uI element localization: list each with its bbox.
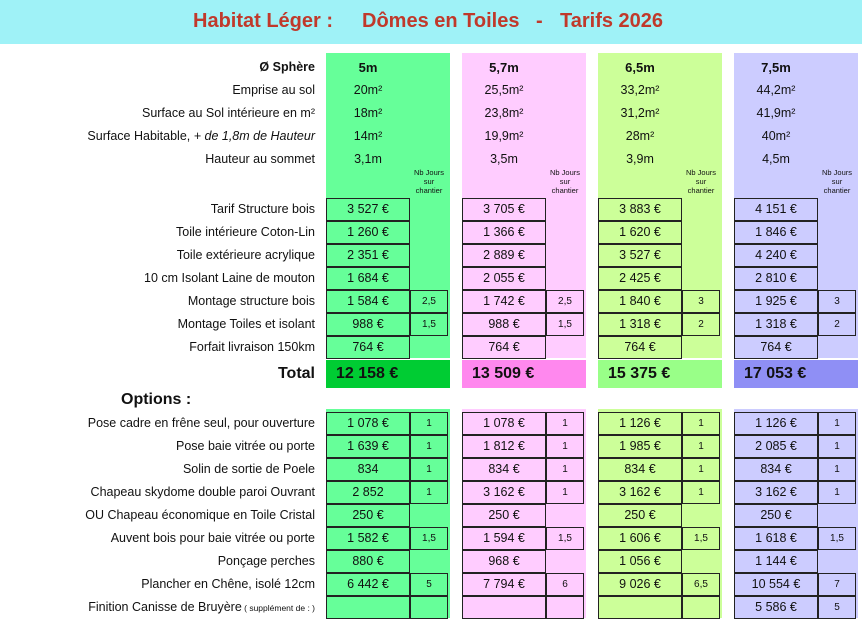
spec-hauteur: 3,1m [354, 152, 382, 166]
price-cell: 764 € [462, 336, 546, 359]
price-cell: 2 055 € [462, 267, 546, 290]
title-separator: - [536, 10, 543, 32]
spec-surface_hab: 40m² [761, 129, 791, 143]
option-price-cell: 1 056 € [598, 550, 682, 573]
option-days-cell: 1,5 [410, 527, 448, 550]
days-cell [818, 267, 856, 290]
price-cell: 3 705 € [462, 198, 546, 221]
option-days-cell [546, 504, 584, 527]
title-banner [0, 0, 862, 44]
price-cell: 1 742 € [462, 290, 546, 313]
label-surface_hab [87, 129, 315, 143]
option-price-cell: 1 812 € [462, 435, 546, 458]
title-domes: Dômes en Toiles [362, 10, 520, 32]
option-days-cell [682, 504, 720, 527]
option-row-text: Chapeau skydome double paroi Ouvrant [90, 485, 315, 499]
option-days-cell [682, 550, 720, 573]
days-cell: 3 [818, 290, 856, 313]
spec-emprise: 25,5m² [484, 83, 524, 97]
title-habitat: Habitat Léger : [193, 10, 334, 32]
option-price-cell: 3 162 € [598, 481, 682, 504]
price-cell: 1 366 € [462, 221, 546, 244]
total-cell: 15 375 € [598, 360, 722, 388]
option-price-cell: 968 € [462, 550, 546, 573]
price-cell: 2 425 € [598, 267, 682, 290]
option-days-cell: 1 [410, 458, 448, 481]
option-price-cell: 880 € [326, 550, 410, 573]
label-option-row [91, 485, 315, 499]
option-price-cell: 834 € [598, 458, 682, 481]
option-price-cell: 834 [326, 458, 410, 481]
option-price-cell: 9 026 € [598, 573, 682, 596]
option-days-cell: 1 [546, 435, 584, 458]
label-hauteur: Hauteur au sommet [205, 152, 315, 166]
price-cell: 764 € [598, 336, 682, 359]
option-days-cell: 1 [818, 458, 856, 481]
price-cell: 3 527 € [598, 244, 682, 267]
option-price-cell: 1 582 € [326, 527, 410, 550]
label-price-row: Forfait livraison 150km [189, 340, 315, 354]
label-price-row: Montage Toiles et isolant [177, 317, 315, 331]
option-row-text: Plancher en Chêne, isolé 12cm [141, 577, 315, 591]
option-days-cell: 1 [818, 481, 856, 504]
spec-surface_int: 31,2m² [620, 106, 660, 120]
label-option-row [183, 462, 315, 476]
option-price-cell: 250 € [326, 504, 410, 527]
label-total: Total [277, 365, 315, 382]
option-row-text: Pose baie vitrée ou porte [176, 439, 315, 453]
option-row-text: Finition Canisse de Bruyère [88, 600, 242, 614]
label-price-row: Montage structure bois [187, 294, 315, 308]
spec-hauteur: 3,9m [626, 152, 654, 166]
option-days-cell: 1 [546, 412, 584, 435]
option-days-cell: 1 [682, 458, 720, 481]
price-cell: 764 € [734, 336, 818, 359]
days-cell [410, 336, 448, 359]
days-cell: 2,5 [410, 290, 448, 313]
option-price-cell: 2 085 € [734, 435, 818, 458]
option-days-cell: 1,5 [546, 527, 584, 550]
nb-jours-header: Nb Jours sur chantier [685, 168, 716, 195]
option-days-cell: 1 [682, 435, 720, 458]
option-row-text: Solin de sortie de Poele [182, 462, 315, 476]
option-price-cell: 1 078 € [462, 412, 546, 435]
label-option-row [88, 416, 315, 430]
price-cell: 1 846 € [734, 221, 818, 244]
price-cell: 1 260 € [326, 221, 410, 244]
option-price-cell: 250 € [734, 504, 818, 527]
days-cell [410, 267, 448, 290]
days-cell [818, 336, 856, 359]
option-days-cell: 6,5 [682, 573, 720, 596]
days-cell [546, 221, 584, 244]
label-price-row: Toile intérieure Coton-Lin [176, 225, 315, 239]
days-cell [410, 221, 448, 244]
price-cell: 1 318 € [598, 313, 682, 336]
option-days-cell: 1 [410, 412, 448, 435]
option-days-cell: 6 [546, 573, 584, 596]
spec-surface_int: 41,9m² [756, 106, 796, 120]
option-days-cell: 1 [410, 481, 448, 504]
option-days-cell [410, 504, 448, 527]
option-price-cell: 1 126 € [734, 412, 818, 435]
spec-emprise: 33,2m² [620, 83, 660, 97]
label-option-row [85, 508, 315, 522]
option-price-cell: 3 162 € [734, 481, 818, 504]
price-cell: 1 318 € [734, 313, 818, 336]
option-days-cell: 1 [546, 481, 584, 504]
option-price-cell: 2 852 [326, 481, 410, 504]
price-cell: 1 840 € [598, 290, 682, 313]
label-option-row [88, 600, 315, 614]
option-price-cell: 1 639 € [326, 435, 410, 458]
label-sphere: Ø Sphère [259, 60, 315, 74]
days-cell [682, 244, 720, 267]
option-price-cell: 1 618 € [734, 527, 818, 550]
option-days-cell [410, 596, 448, 619]
option-row-text: Auvent bois pour baie vitrée ou porte [110, 531, 315, 545]
days-cell [546, 336, 584, 359]
days-cell [818, 221, 856, 244]
option-price-cell: 10 554 € [734, 573, 818, 596]
days-cell [410, 198, 448, 221]
days-cell: 1,5 [546, 313, 584, 336]
price-cell: 1 684 € [326, 267, 410, 290]
option-days-cell [546, 550, 584, 573]
days-cell [546, 244, 584, 267]
nb-jours-header: Nb Jours sur chantier [821, 168, 852, 195]
label-option-row [176, 439, 315, 453]
total-cell: 12 158 € [326, 360, 450, 388]
option-days-cell: 1,5 [682, 527, 720, 550]
days-cell [546, 198, 584, 221]
label-surface-hab-text: Surface Habitable, [87, 129, 194, 143]
spec-hauteur: 4,5m [762, 152, 790, 166]
option-price-cell: 834 € [734, 458, 818, 481]
option-days-cell: 1 [818, 412, 856, 435]
price-cell: 988 € [462, 313, 546, 336]
price-cell: 1 620 € [598, 221, 682, 244]
options-heading: Options : [121, 391, 192, 408]
option-days-cell: 1 [546, 458, 584, 481]
days-cell: 2,5 [546, 290, 584, 313]
option-days-cell [818, 504, 856, 527]
option-row-text: Ponçage perches [217, 554, 315, 568]
option-days-cell: 1 [682, 412, 720, 435]
total-cell: 13 509 € [462, 360, 586, 388]
total-cell: 17 053 € [734, 360, 858, 388]
spec-hauteur: 3,5m [490, 152, 518, 166]
price-cell: 2 889 € [462, 244, 546, 267]
option-price-cell: 3 162 € [462, 481, 546, 504]
option-price-cell: 1 078 € [326, 412, 410, 435]
option-row-text: OU Chapeau économique en Toile Cristal [85, 508, 315, 522]
option-price-cell: 6 442 € [326, 573, 410, 596]
price-cell: 2 810 € [734, 267, 818, 290]
price-cell: 764 € [326, 336, 410, 359]
option-price-cell: 250 € [462, 504, 546, 527]
option-days-cell: 1 [410, 435, 448, 458]
days-cell [818, 244, 856, 267]
label-surface-hab-note: + de 1,8m de Hauteur [193, 129, 315, 143]
option-days-cell: 7 [818, 573, 856, 596]
days-cell [410, 244, 448, 267]
nb-jours-header: Nb Jours sur chantier [413, 168, 444, 195]
days-cell: 2 [682, 313, 720, 336]
days-cell [682, 198, 720, 221]
label-price-row: Tarif Structure bois [210, 202, 315, 216]
price-cell: 4 151 € [734, 198, 818, 221]
price-cell: 2 351 € [326, 244, 410, 267]
label-surface_int: Surface au Sol intérieure en m² [141, 106, 315, 120]
option-price-cell: 7 794 € [462, 573, 546, 596]
option-days-cell: 1 [682, 481, 720, 504]
option-days-cell [410, 550, 448, 573]
option-days-cell: 5 [410, 573, 448, 596]
days-cell [682, 267, 720, 290]
option-price-cell: 834 € [462, 458, 546, 481]
days-cell: 1,5 [410, 313, 448, 336]
days-cell [682, 221, 720, 244]
price-cell: 988 € [326, 313, 410, 336]
option-days-cell: 5 [818, 596, 856, 619]
spec-surface_hab: 28m² [625, 129, 655, 143]
spec-diameter: 7,5m [761, 60, 791, 75]
option-days-cell: 1 [818, 435, 856, 458]
option-price-cell: 1 985 € [598, 435, 682, 458]
title-tarifs: Tarifs 2026 [560, 10, 664, 32]
option-days-cell [546, 596, 584, 619]
option-days-cell [682, 596, 720, 619]
label-price-row: Toile extérieure acrylique [176, 248, 315, 262]
label-emprise: Emprise au sol [232, 83, 315, 97]
label-price-row: 10 cm Isolant Laine de mouton [144, 271, 315, 285]
option-price-cell [598, 596, 682, 619]
days-cell [546, 267, 584, 290]
spec-surface_int: 18m² [353, 106, 383, 120]
option-price-cell: 250 € [598, 504, 682, 527]
price-cell: 4 240 € [734, 244, 818, 267]
option-price-cell: 1 144 € [734, 550, 818, 573]
nb-jours-header: Nb Jours sur chantier [549, 168, 580, 195]
option-note: ( supplément de : ) [241, 603, 315, 613]
days-cell [818, 198, 856, 221]
label-option-row [218, 554, 315, 568]
days-cell [682, 336, 720, 359]
spec-diameter: 5,7m [489, 60, 519, 75]
spec-surface_hab: 19,9m² [484, 129, 524, 143]
label-option-row [141, 577, 315, 591]
spec-emprise: 20m² [353, 83, 383, 97]
spec-diameter: 5m [358, 60, 378, 75]
option-row-text: Pose cadre en frêne seul, pour ouverture [87, 416, 315, 430]
price-cell: 3 883 € [598, 198, 682, 221]
option-days-cell: 1,5 [818, 527, 856, 550]
option-price-cell [326, 596, 410, 619]
spec-emprise: 44,2m² [756, 83, 796, 97]
option-price-cell: 5 586 € [734, 596, 818, 619]
spec-diameter: 6,5m [625, 60, 655, 75]
spec-surface_hab: 14m² [353, 129, 383, 143]
days-cell: 3 [682, 290, 720, 313]
days-cell: 2 [818, 313, 856, 336]
label-option-row [111, 531, 315, 545]
price-cell: 3 527 € [326, 198, 410, 221]
option-price-cell [462, 596, 546, 619]
option-price-cell: 1 606 € [598, 527, 682, 550]
spec-surface_int: 23,8m² [484, 106, 524, 120]
option-days-cell [818, 550, 856, 573]
price-cell: 1 584 € [326, 290, 410, 313]
option-price-cell: 1 126 € [598, 412, 682, 435]
option-price-cell: 1 594 € [462, 527, 546, 550]
price-cell: 1 925 € [734, 290, 818, 313]
